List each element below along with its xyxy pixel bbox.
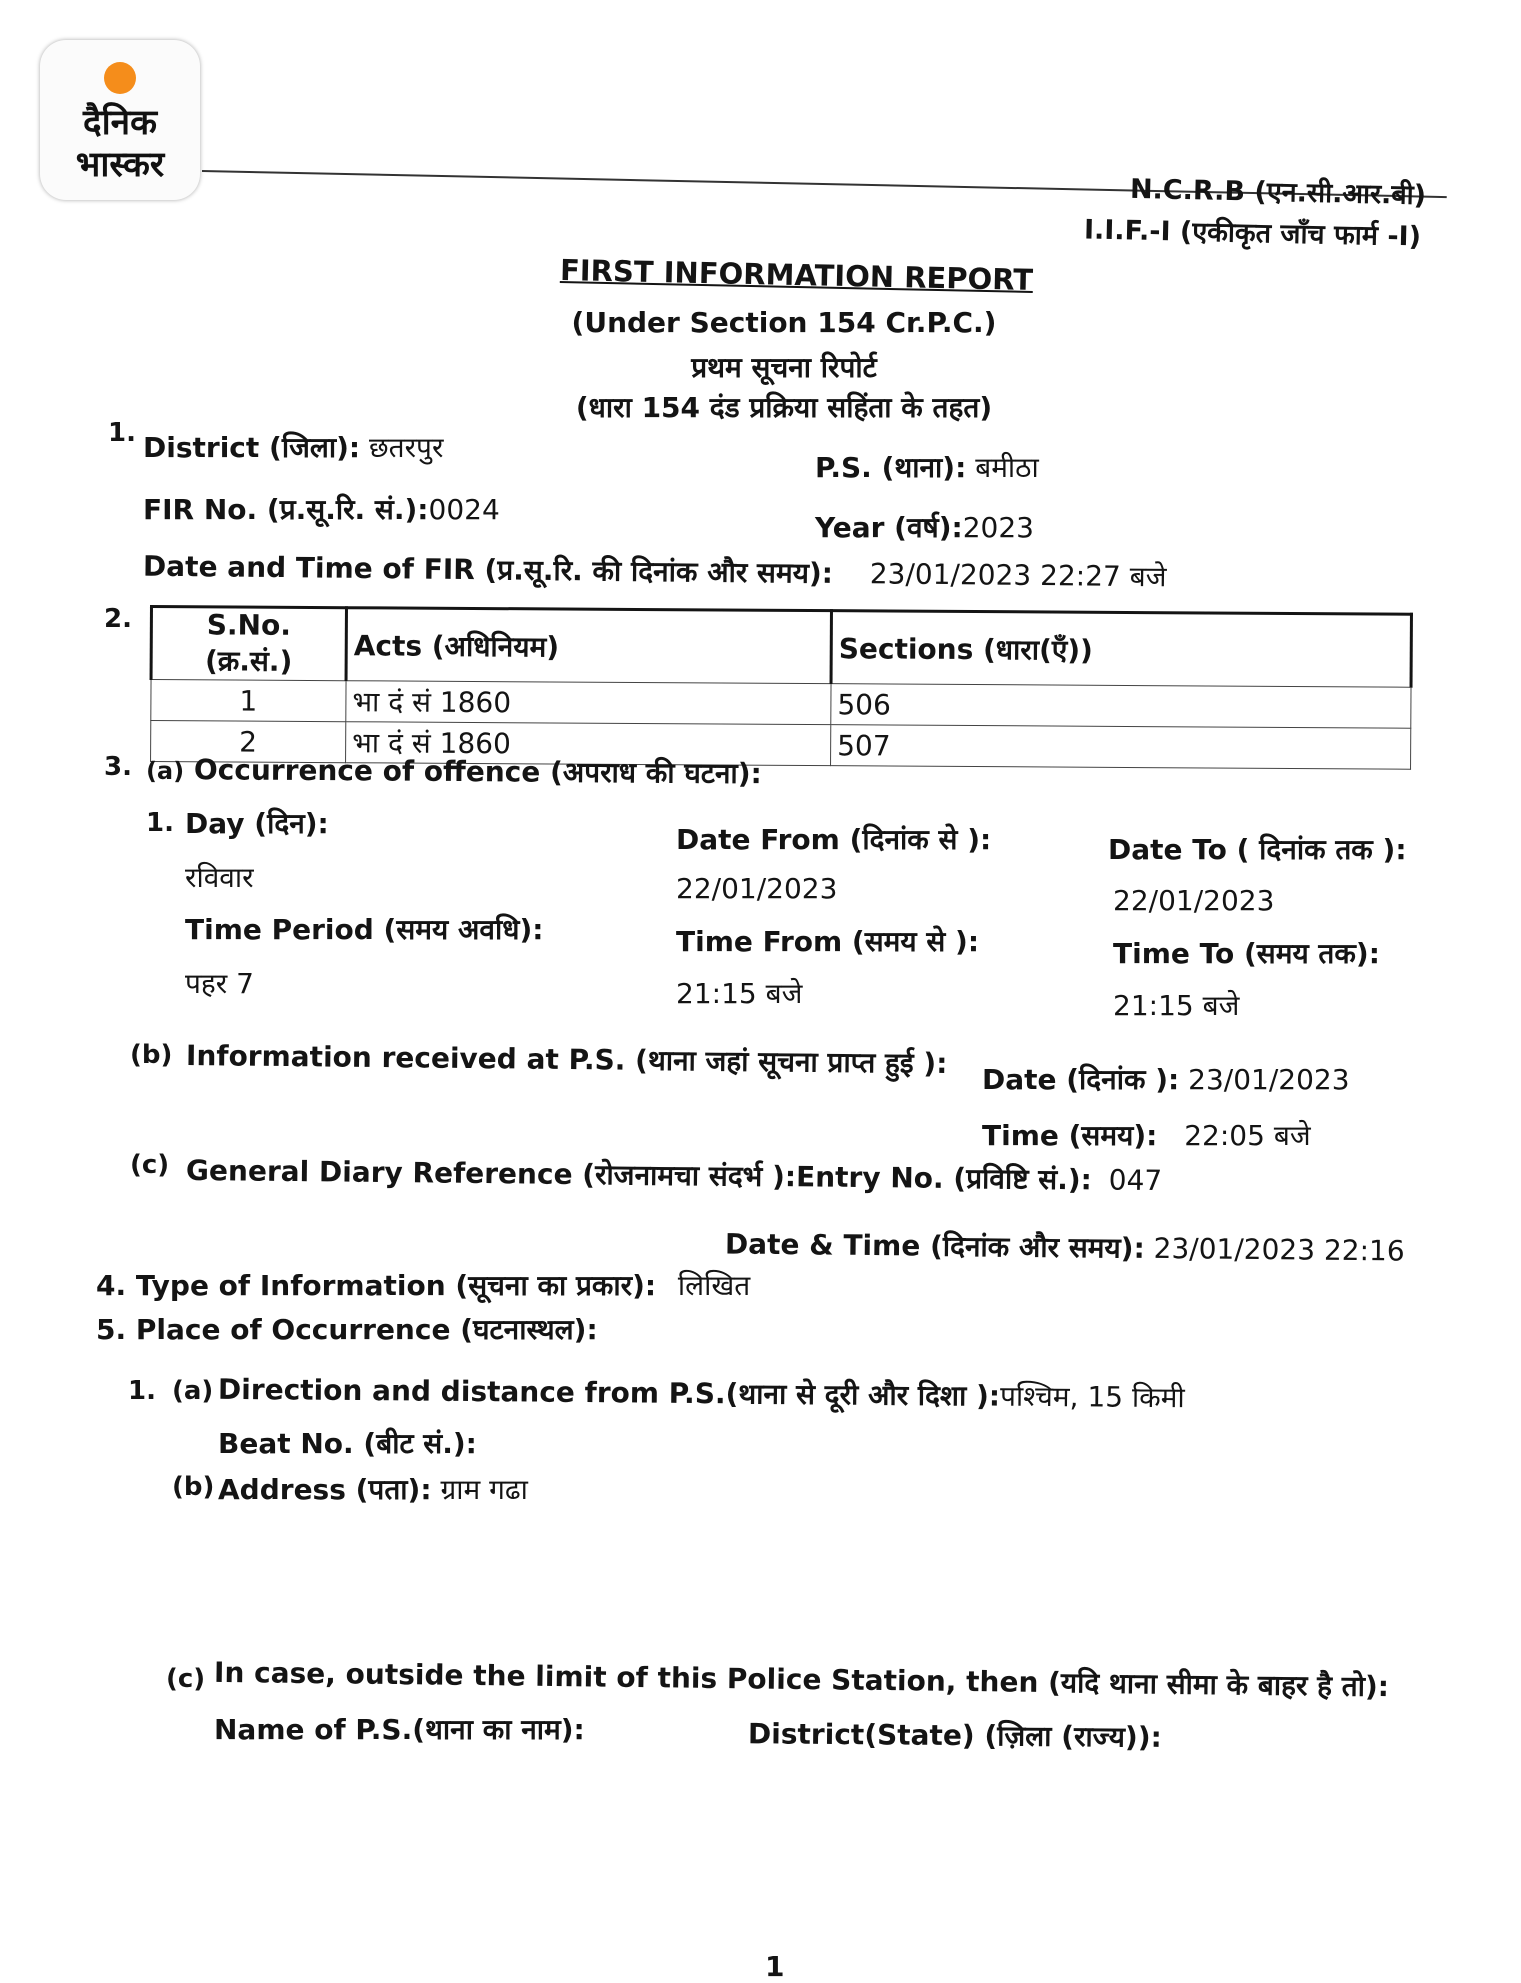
gd-datetime-field — [725, 1224, 1405, 1269]
info-date-label: Date (दिनांक ): — [982, 1063, 1180, 1096]
info-received-text: Information received at P.S. (थाना जहां सूचना प्राप्त हुई ): — [185, 1039, 948, 1080]
place-of-occurrence-heading — [96, 1310, 598, 1348]
district-field — [143, 428, 443, 466]
section-2-number: 2. — [104, 604, 132, 634]
row-sno: 1 — [151, 680, 346, 722]
fir-datetime-field — [143, 547, 1167, 596]
sun-icon — [104, 62, 136, 94]
fir-value: 0024 — [428, 493, 500, 526]
address-field — [218, 1470, 528, 1508]
fir-number-field — [143, 490, 500, 528]
direction-text: Direction and distance from P.S.(थाना से दूरी और दिशा ): — [217, 1372, 1001, 1413]
ps-value: बमीठा — [975, 451, 1039, 484]
occurrence-title: Occurrence of offence (अपराध की घटना): — [193, 753, 762, 791]
fir-label: FIR No. (प्र.सू.रि. सं.): — [143, 493, 429, 526]
info-received-date — [982, 1060, 1350, 1098]
ncrb-label: N.C.R.B (एन.सी.आर.बी) — [1129, 173, 1427, 212]
header-sections: Sections (धारा(एँ)) — [831, 611, 1411, 688]
district-label: District (जिला): — [143, 431, 361, 464]
beat-no-label: Beat No. (बीट सं.): — [218, 1427, 477, 1460]
time-to-label: Time To (समय तक): — [1113, 937, 1380, 970]
outside-limit-c-label: (c) — [166, 1664, 206, 1694]
type-info-value: लिखित — [677, 1269, 751, 1302]
section-4-number: 4. — [96, 1269, 127, 1302]
row-act: भा दं सं 1860 — [346, 722, 831, 766]
type-info-label: Type of Information (सूचना का प्रकार): — [135, 1269, 657, 1302]
day-label: Day (दिन): — [185, 807, 329, 840]
section-3-number: 3. — [104, 752, 132, 782]
date-from-value: 22/01/2023 — [676, 872, 838, 905]
acts-sections-table — [149, 605, 1413, 770]
info-time-label: Time (समय): — [982, 1119, 1158, 1152]
logo-line-2: भास्कर — [75, 145, 165, 185]
iif-label: I.I.F.-I (एकीकृत जाँच फार्म -I) — [1083, 214, 1422, 253]
date-from-label: Date From (दिनांक से ): — [676, 823, 992, 856]
place-sub-number: 1. — [128, 1376, 156, 1406]
address-label: Address (पता): — [218, 1473, 432, 1506]
info-received-b-label: (b) — [130, 1040, 173, 1070]
time-to-value: 21:15 बजे — [1113, 989, 1240, 1022]
time-from-label: Time From (समय से ): — [676, 925, 980, 958]
direction-distance-field — [218, 1370, 1185, 1416]
header-sno: S.No. (क्र.सं.) — [151, 607, 346, 681]
gd-reference-text: General Diary Reference (रोजनामचा संदर्भ ):Entry No. (प्रविष्टि सं.): — [185, 1153, 1093, 1197]
day-value: रविवार — [185, 861, 254, 894]
gd-datetime-label: Date & Time (दिनांक और समय): — [724, 1227, 1145, 1265]
info-time-value: 22:05 बजे — [1184, 1119, 1311, 1152]
year-value: 2023 — [962, 511, 1034, 544]
section-1-number: 1. — [108, 418, 136, 448]
dainik-bhaskar-logo — [40, 40, 200, 200]
page-number: 1 — [765, 1950, 785, 1983]
fir-datetime-value: 23/01/2023 22:27 बजे — [869, 557, 1167, 594]
occurrence-sub-number: 1. — [146, 808, 174, 838]
time-period-value: पहर 7 — [185, 967, 254, 1000]
gd-datetime-value: 23/01/2023 22:16 — [1153, 1231, 1405, 1268]
year-label: Year (वर्ष): — [815, 511, 963, 544]
direction-a-label: (a) — [172, 1376, 214, 1406]
ps-field — [815, 448, 1039, 486]
page-subtitle: (Under Section 154 Cr.P.C.) — [571, 306, 997, 339]
time-from-value: 21:15 बजे — [676, 977, 803, 1010]
info-received-time — [982, 1116, 1311, 1154]
fir-datetime-label: Date and Time of FIR (प्र.सू.रि. की दिनांक और समय): — [142, 549, 834, 590]
gd-entry-value: 047 — [1108, 1163, 1163, 1198]
address-value: ग्राम गढा — [440, 1473, 528, 1506]
district-state-label: District(State) (ज़िला (राज्य)): — [747, 1717, 1162, 1754]
info-date-value: 23/01/2023 — [1188, 1063, 1350, 1096]
time-period-label: Time Period (समय अवधि): — [185, 913, 544, 946]
place-label: Place of Occurrence (घटनास्थल): — [135, 1313, 598, 1346]
direction-value: पश्चिम, 15 किमी — [999, 1379, 1185, 1415]
date-to-label: Date To ( दिनांक तक ): — [1108, 833, 1407, 866]
row-sno: 2 — [151, 721, 346, 763]
row-section: 507 — [831, 725, 1411, 770]
occurrence-heading — [146, 750, 762, 792]
page-title: FIRST INFORMATION REPORT — [559, 253, 1034, 297]
ps-label: P.S. (थाना): — [815, 451, 967, 484]
address-b-label: (b) — [172, 1472, 215, 1502]
page-subtitle-hindi: (धारा 154 दंड प्रक्रिया सहिंता के तहत) — [575, 391, 993, 424]
district-value: छतरपुर — [369, 431, 444, 464]
section-5-number: 5. — [96, 1313, 127, 1346]
page-title-hindi: प्रथम सूचना रिपोर्ट — [691, 351, 877, 384]
ps-name-label: Name of P.S.(थाना का नाम): — [214, 1713, 585, 1746]
year-field — [815, 508, 1034, 546]
row-act: भा दं सं 1860 — [346, 681, 831, 725]
occurrence-a-label: (a) — [145, 756, 185, 786]
date-to-value: 22/01/2023 — [1113, 884, 1275, 917]
row-section: 506 — [831, 684, 1411, 729]
table-header-row — [151, 607, 1411, 688]
type-of-information-field — [96, 1266, 750, 1304]
header-acts: Acts (अधिनियम) — [346, 608, 831, 684]
logo-line-1: दैनिक — [83, 103, 157, 143]
gd-reference-c-label: (c) — [130, 1150, 170, 1180]
gd-reference-field — [186, 1151, 1163, 1199]
outside-limit-text: In case, outside the limit of this Police Station, then (यदि थाना सीमा के बाहर है तो): — [213, 1655, 1390, 1704]
